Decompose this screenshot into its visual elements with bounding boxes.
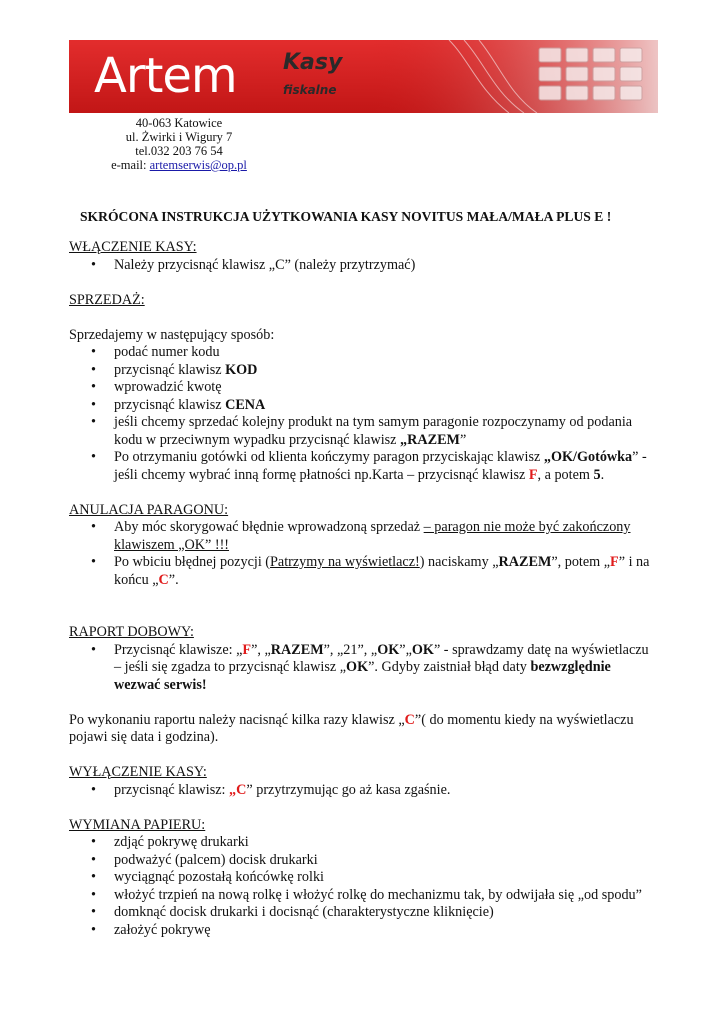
list-item: [69, 414, 659, 449]
list-item: • podważyć (palcem) docisk drukarki: [69, 852, 659, 870]
list-item: [69, 397, 659, 415]
brand-tag-kasy: Kasy: [283, 50, 343, 75]
key-name: RAZEM: [498, 554, 552, 570]
heading-sprzedaz: SPRZEDAŻ:: [69, 291, 145, 308]
item-warning: bezwzględnie wezwać serwis!: [114, 659, 611, 693]
item-text: ”: [459, 431, 467, 448]
brand-tag-fiskalne: fiskalne: [283, 83, 337, 97]
list-item: [69, 554, 659, 589]
item-text: przycisnąć klawisz:: [114, 781, 230, 798]
item-text: Po wykonaniu raportu należy nacisnąć kilka razy klawisz „: [69, 711, 405, 728]
heading-raport: RAPORT DOBOWY:: [69, 624, 194, 640]
item-text: ”.: [168, 571, 179, 588]
list-raport: [69, 642, 659, 695]
raport-after: [69, 712, 659, 747]
item-text: ” przytrzymując go aż kasa zgaśnie.: [246, 781, 451, 798]
list-sprzedaz: [69, 344, 659, 484]
key-name: CENA: [225, 396, 266, 413]
company-address: [69, 116, 289, 172]
list-item: [69, 782, 659, 800]
item-text: ”( do momentu kiedy na wyświetlaczu pojawi się data i godzina).: [69, 711, 634, 745]
brand-logo: Artem: [94, 48, 237, 104]
key-name: C: [158, 571, 169, 588]
item-text: ” - jeśli chcemy wybrać inną formę płatności np.Karta – przycisnąć klawisz: [114, 449, 647, 483]
list-item: [69, 519, 659, 554]
list-item: • zdjąć pokrywę drukarki: [69, 834, 659, 852]
key-name: KOD: [225, 361, 258, 378]
key-name: OK: [411, 641, 434, 658]
item-note: Patrzymy na wyświetlacz!: [270, 554, 420, 570]
item-text: ”„: [399, 641, 412, 658]
list-item: • włożyć trzpień na nową rolkę i włożyć rolkę do mechanizmu tak, by odwijała się „od spodu”: [69, 887, 659, 905]
address-line-street: ul. Żwirki i Wigury 7: [125, 130, 233, 144]
heading-wylaczenie: WYŁĄCZENIE KASY:: [69, 764, 207, 780]
item-text: .: [600, 466, 605, 483]
item-text: ”. Gdyby zaistniał błąd daty: [368, 659, 531, 675]
address-line-city: 40-063 Katowice: [135, 116, 223, 130]
key-name: OK: [377, 641, 400, 658]
key-name: OK: [346, 659, 369, 675]
address-line-email: [69, 158, 289, 172]
item-text: Przycisnąć klawisze: „: [114, 641, 243, 658]
item-text: ” - sprawdzamy datę na wyświetlaczu – jeśli się zgadza to przycisnąć klawisz „: [114, 641, 649, 675]
heading-anulacja: ANULACJA PARAGONU:: [69, 501, 229, 518]
key-name: C: [404, 711, 415, 728]
item-text: przycisnąć klawisz: [114, 361, 226, 378]
item-text: ”, „21”, „: [323, 641, 378, 658]
item-text: ”, potem „: [551, 554, 611, 570]
key-name: 5: [593, 466, 601, 483]
item-warning: – paragon nie może być zakończony klawiszem „OK” !!!: [114, 519, 631, 553]
list-item: • Należy przycisnąć klawisz „C” (należy przytrzymać): [69, 257, 659, 275]
item-text: , a potem: [537, 466, 594, 483]
key-name: F: [528, 466, 538, 483]
list-item: • założyć pokrywę: [69, 922, 659, 940]
item-text: Po wbiciu błędnej pozycji (: [114, 554, 271, 570]
item-text: przycisnąć klawisz: [114, 396, 226, 413]
sprzedaz-intro: Sprzedajemy w następujący sposób:: [69, 326, 275, 343]
list-wlaczenie: [69, 257, 659, 275]
key-name: F: [242, 641, 252, 658]
email-link[interactable]: artemserwis@op.pl: [149, 158, 247, 172]
list-papier: [69, 834, 659, 939]
key-name: „RAZEM: [400, 431, 460, 448]
list-anulacja: [69, 519, 659, 589]
item-text: ” i na końcu „: [114, 554, 650, 588]
key-name: „C: [229, 781, 247, 798]
heading-papier: WYMIANA PAPIERU:: [69, 816, 206, 833]
item-text: ”, „: [251, 641, 271, 658]
list-item: [69, 449, 659, 484]
list-item: [69, 362, 659, 380]
item-text: ) naciskamy „: [419, 554, 499, 570]
document-body: [69, 239, 659, 939]
header-banner: [69, 40, 658, 113]
list-item: • wyciągnąć pozostałą końcówkę rolki: [69, 869, 659, 887]
heading-wlaczenie: WŁĄCZENIE KASY:: [69, 239, 197, 255]
document-title: SKRÓCONA INSTRUKCJA UŻYTKOWANIA KASY NOVITUS MAŁA/MAŁA PLUS E !: [80, 209, 612, 224]
key-name: F: [610, 554, 619, 570]
key-name: „OK/Gotówka: [543, 449, 633, 465]
list-item: [69, 642, 659, 695]
list-item: • domknąć docisk drukarki i docisnąć (charakterystyczne kliknięcie): [69, 904, 659, 922]
item-text: jeśli chcemy sprzedać kolejny produkt na tym samym paragonie rozpoczynamy od podania kodu w przeciwnym wypadku przycisnąć klawisz: [114, 414, 633, 448]
list-item: • podać numer kodu: [69, 344, 659, 362]
address-line-phone: tel.032 203 76 54: [135, 144, 223, 158]
key-name: RAZEM: [270, 641, 324, 658]
list-wylaczenie: [69, 782, 659, 800]
email-label: e-mail:: [111, 158, 150, 172]
list-item: • wprowadzić kwotę: [69, 379, 659, 397]
item-text: Po otrzymaniu gotówki od klienta kończymy paragon przyciskając klawisz: [114, 449, 544, 465]
item-text: Aby móc skorygować błędnie wprowadzoną sprzedaż: [114, 519, 424, 535]
